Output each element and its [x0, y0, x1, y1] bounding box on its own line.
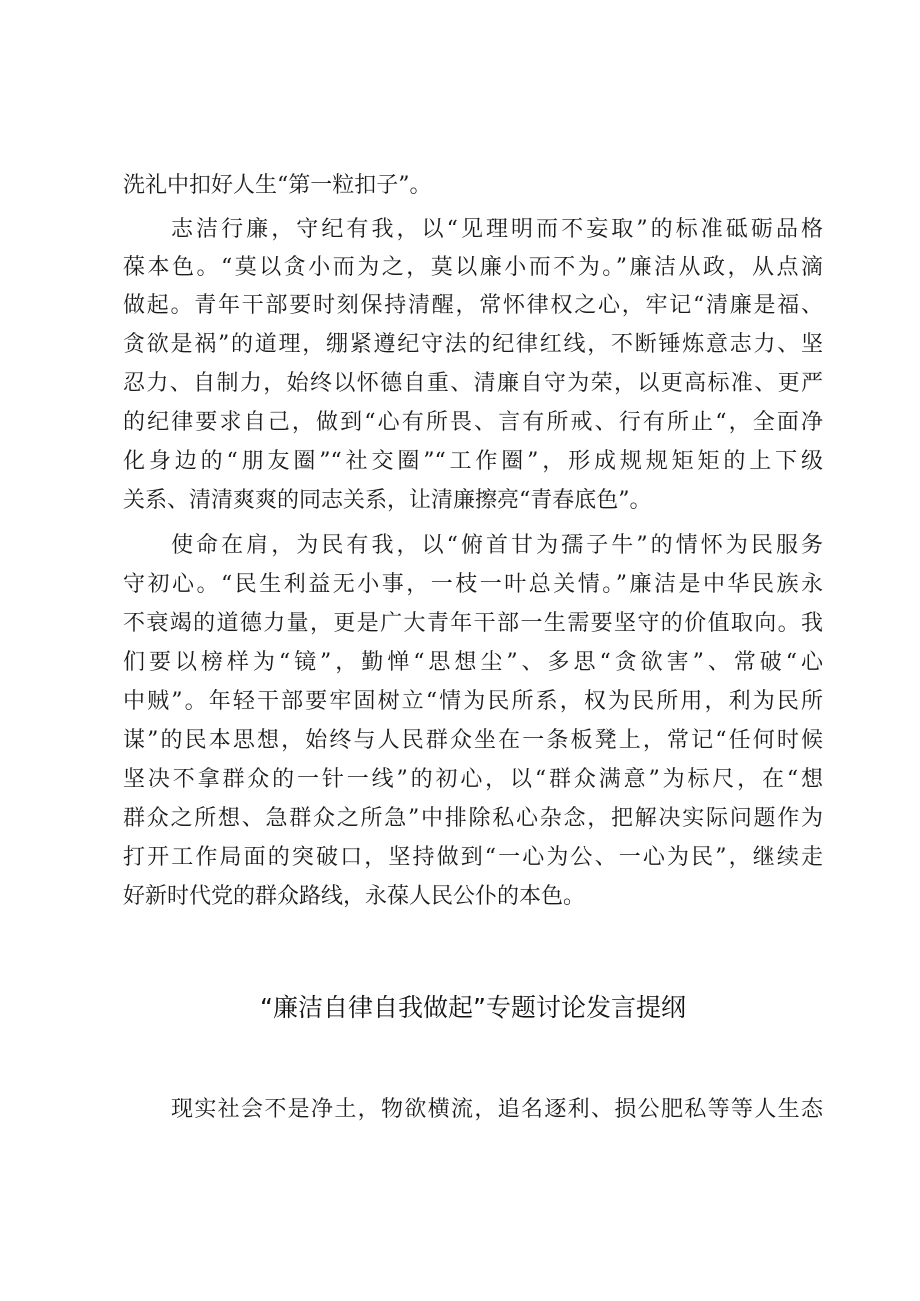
paragraph-line: 守初心。“民生利益无小事，一枝一叶总关情。”廉洁是中华民族永	[123, 572, 823, 597]
paragraph-line: 打开工作局面的突破口，坚持做到“一心为公、一心为民”，继续走	[123, 845, 823, 870]
paragraph-line: 化身边的“朋友圈”“社交圈”“工作圈”，形成规规矩矩的上下级	[123, 449, 823, 474]
paragraph-line: 中贼”。年轻干部要牢固树立“情为民所系，权为民所用，利为民所	[123, 689, 823, 714]
paragraph-line: 谋”的民本思想，始终与人民群众坐在一条板凳上，常记“任何时候	[123, 728, 823, 753]
paragraph-line: 们要以榜样为“镜”，勤惮“思想尘”、多思“贪欲害”、常破“心	[123, 650, 823, 675]
paragraph-line: 好新时代党的群众路线，永葆人民公仆的本色。	[123, 884, 586, 909]
paragraph-line: 志洁行廉，守纪有我，以“见理明而不妄取”的标准砥砺品格	[171, 217, 823, 242]
paragraph-line: 坚决不拿群众的一针一线”的初心，以“群众满意”为标尺，在“想	[123, 767, 823, 792]
paragraph-line: 现实社会不是净土，物欲横流，追名逐利、损公肥私等等人生态	[171, 1097, 823, 1122]
paragraph-line: 洗礼中扣好人生“第一粒扣子”。	[123, 173, 432, 198]
paragraph-line: 群众之所想、急群众之所急”中排除私心杂念，把解决实际问题作为	[123, 806, 823, 831]
paragraph-line: 关系、清清爽爽的同志关系，让清廉擦亮“青春底色”。	[123, 488, 652, 513]
paragraph-line: 贪欲是祸”的道理，绷紧遵纪守法的纪律红线，不断锤炼意志力、坚	[123, 332, 823, 357]
paragraph-line: 葆本色。“莫以贪小而为之，莫以廉小而不为。”廉洁从政，从点滴	[123, 255, 823, 280]
paragraph-line: 的纪律要求自己，做到“心有所畏、言有所戒、行有所止“，全面净	[123, 410, 823, 435]
paragraph-line: 忍力、自制力，始终以怀德自重、清廉自守为荣，以更高标准、更严	[123, 371, 823, 396]
paragraph-line: 不衰竭的道德力量，更是广大青年干部一生需要坚守的价值取向。我	[123, 611, 823, 636]
paragraph-line: 使命在肩，为民有我，以“俯首甘为孺子牛”的情怀为民服务	[171, 533, 823, 558]
paragraph-line: 做起。青年干部要时刻保持清醒，常怀律权之心，牢记“清廉是福、	[123, 293, 823, 318]
section-heading: “廉洁自律自我做起”专题讨论发言提纲	[260, 993, 686, 1022]
